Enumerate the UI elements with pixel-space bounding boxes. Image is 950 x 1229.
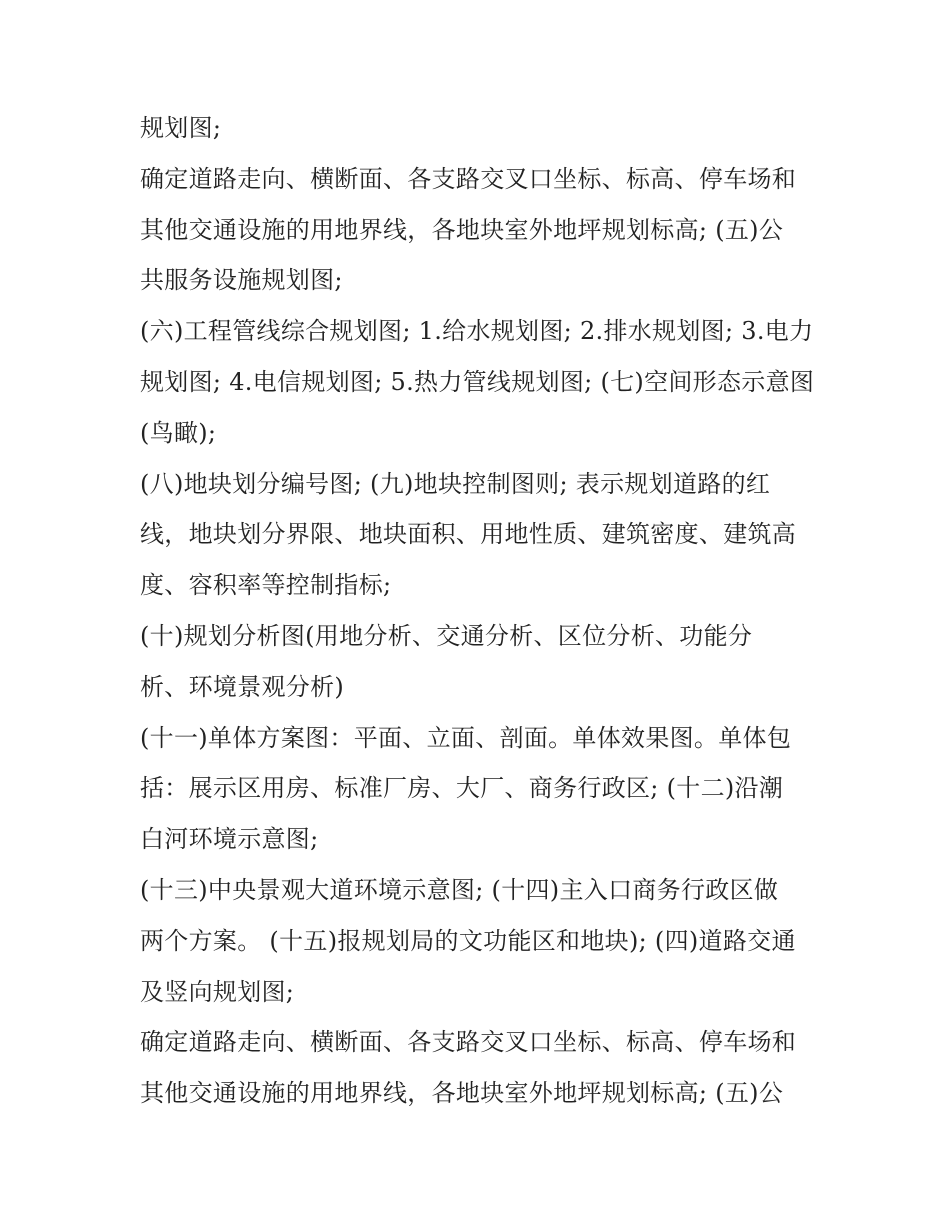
- text-line-2: 确定道路走向、横断面、各支路交叉口坐标、标高、停车场和: [140, 164, 797, 193]
- text-line-11: (十)规划分析图(用地分析、交通分析、区位分析、功能分: [140, 621, 753, 650]
- document-body: [140, 103, 815, 1119]
- text-line-14: 括：展示区用房、标准厂房、大厂、商务行政区; (十二)沿潮: [140, 774, 784, 803]
- text-line-19: 确定道路走向、横断面、各支路交叉口坐标、标高、停车场和: [140, 1028, 797, 1057]
- text-line-4: 共服务设施规划图;: [140, 266, 343, 295]
- text-line-7: (鸟瞰);: [140, 418, 217, 447]
- text-line-9: 线，地块划分界限、地块面积、用地性质、建筑密度、建筑高: [140, 520, 797, 549]
- text-line-6: 规划图; 4.电信规划图; 5.热力管线规划图; (七)空间形态示意图: [140, 367, 815, 396]
- text-line-13: (十一)单体方案图：平面、立面、剖面。单体效果图。单体包: [140, 723, 792, 752]
- text-line-12: 析、环境景观分析): [140, 672, 345, 701]
- text-line-1: 规划图;: [140, 114, 222, 142]
- text-line-10: 度、容积率等控制指标;: [140, 571, 392, 600]
- text-line-5: (六)工程管线综合规划图; 1.给水规划图; 2.排水规划图; 3.电力: [140, 317, 814, 346]
- text-line-8: (八)地块划分编号图; (九)地块控制图则; 表示规划道路的红: [140, 469, 771, 498]
- text-line-16: (十三)中央景观大道环境示意图; (十四)主入口商务行政区做: [140, 875, 779, 904]
- text-line-20: 其他交通设施的用地界线，各地块室外地坪规划标高; (五)公: [140, 1079, 784, 1108]
- text-line-18: 及竖向规划图;: [140, 977, 295, 1006]
- text-line-3: 其他交通设施的用地界线，各地块室外地坪规划标高; (五)公: [140, 215, 784, 244]
- text-line-17: 两个方案。 (十五)报规划局的文功能区和地块); (四)道路交通: [140, 926, 796, 955]
- text-line-15: 白河环境示意图;: [140, 825, 319, 854]
